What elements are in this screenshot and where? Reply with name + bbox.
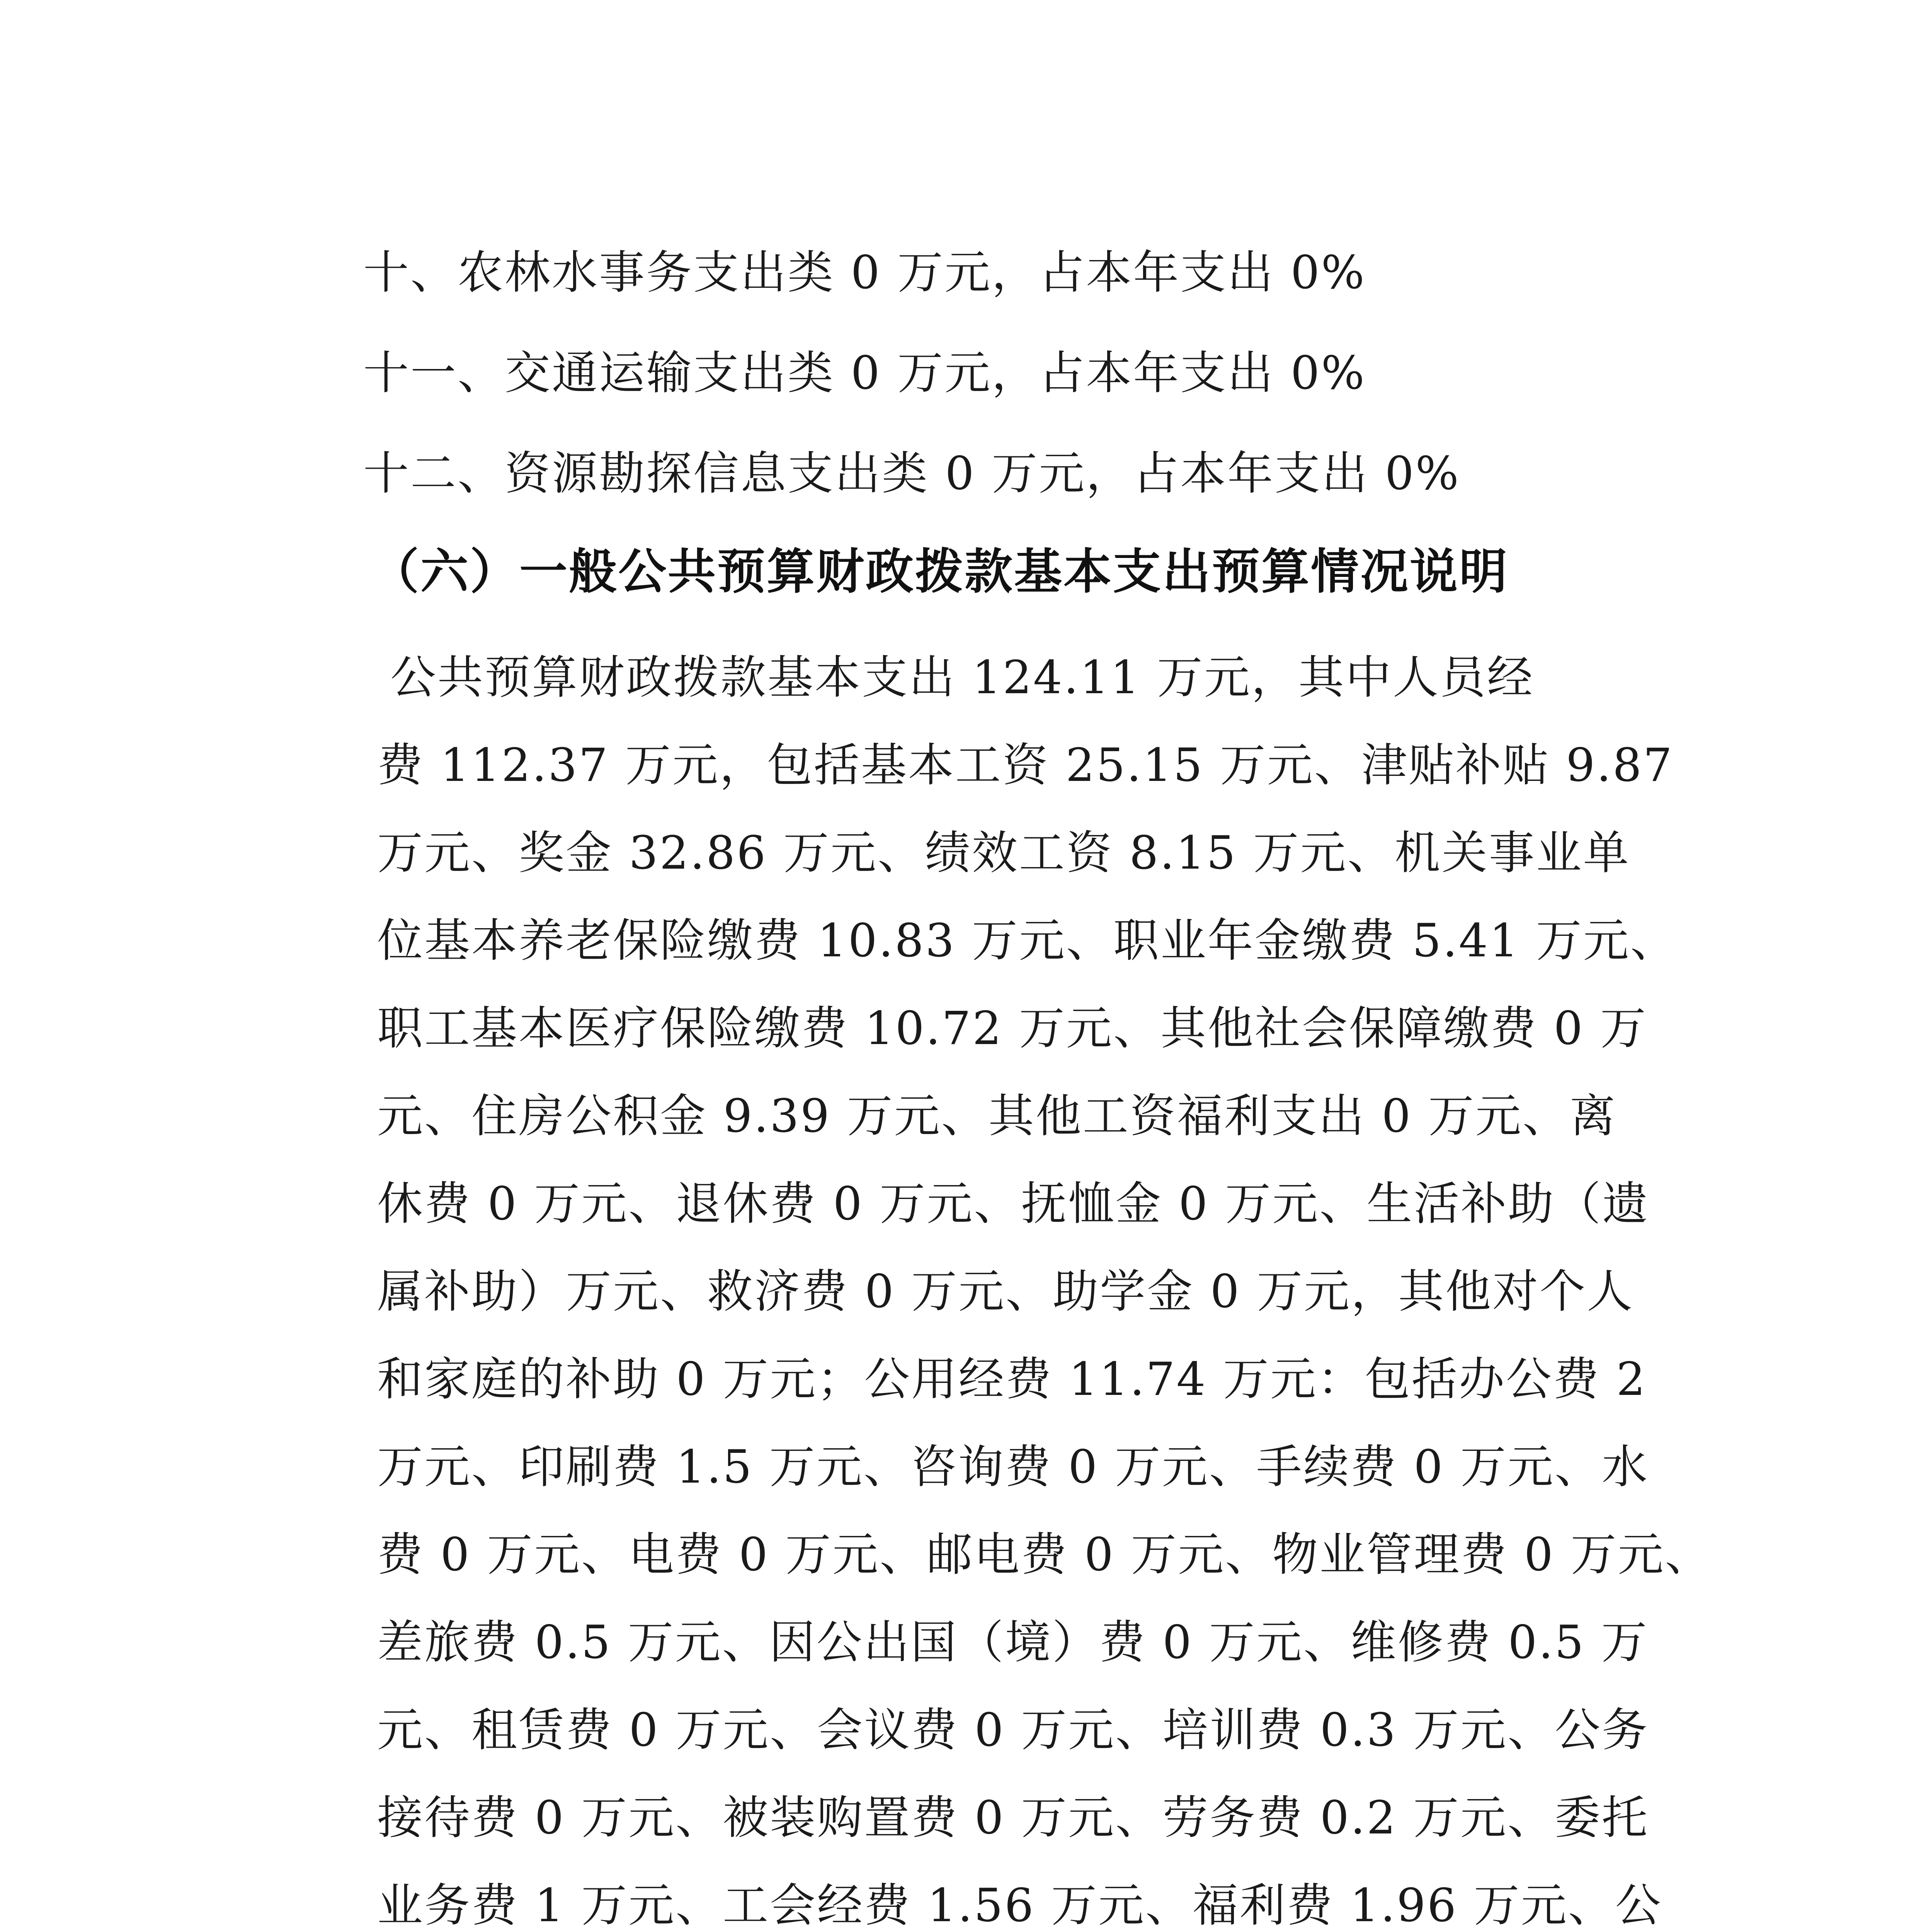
expense-item-10: 十、农林水事务支出类 0 万元，占本年支出 0% [363, 246, 1366, 299]
expense-item-11: 十一、交通运输支出类 0 万元，占本年支出 0% [363, 346, 1366, 400]
paragraph-line: 元、租赁费 0 万元、会议费 0 万元、培训费 0.3 万元、公务 [377, 1703, 1649, 1757]
paragraph-line: 位基本养老保险缴费 10.83 万元、职业年金缴费 5.41 万元、 [377, 914, 1678, 967]
expense-item-12: 十二、资源勘探信息支出类 0 万元，占本年支出 0% [363, 447, 1460, 500]
paragraph-line: 万元、奖金 32.86 万元、绩效工资 8.15 万元、机关事业单 [377, 826, 1630, 879]
paragraph-line: 和家庭的补助 0 万元；公用经费 11.74 万元：包括办公费 2 [377, 1352, 1647, 1406]
section-6-paragraph [286, 634, 1712, 1932]
paragraph-line: 休费 0 万元、退休费 0 万元、抚恤金 0 万元、生活补助（遗 [377, 1177, 1650, 1230]
paragraph-line: 费 0 万元、电费 0 万元、邮电费 0 万元、物业管理费 0 万元、 [377, 1528, 1712, 1581]
paragraph-line: 公共预算财政拨款基本支出 124.11 万元，其中人员经 [390, 651, 1534, 704]
paragraph-line: 元、住房公积金 9.39 万元、其他工资福利支出 0 万元、离 [377, 1089, 1617, 1143]
paragraph-line: 属补助）万元、救济费 0 万元、助学金 0 万元，其他对个人 [377, 1265, 1634, 1318]
paragraph-line: 职工基本医疗保险缴费 10.72 万元、其他社会保障缴费 0 万 [377, 1002, 1647, 1055]
section-6-heading: （六）一般公共预算财政拨款基本支出预算情况说明 [371, 544, 1509, 600]
paragraph-line: 费 112.37 万元，包括基本工资 25.15 万元、津贴补贴 9.87 [377, 738, 1674, 792]
paragraph-line: 业务费 1 万元、工会经费 1.56 万元、福利费 1.96 万元、公 [377, 1879, 1662, 1932]
paragraph-line: 万元、印刷费 1.5 万元、咨询费 0 万元、手续费 0 万元、水 [377, 1440, 1649, 1493]
paragraph-line: 接待费 0 万元、被装购置费 0 万元、劳务费 0.2 万元、委托 [377, 1791, 1649, 1844]
paragraph-line: 差旅费 0.5 万元、因公出国（境）费 0 万元、维修费 0.5 万 [377, 1616, 1649, 1669]
